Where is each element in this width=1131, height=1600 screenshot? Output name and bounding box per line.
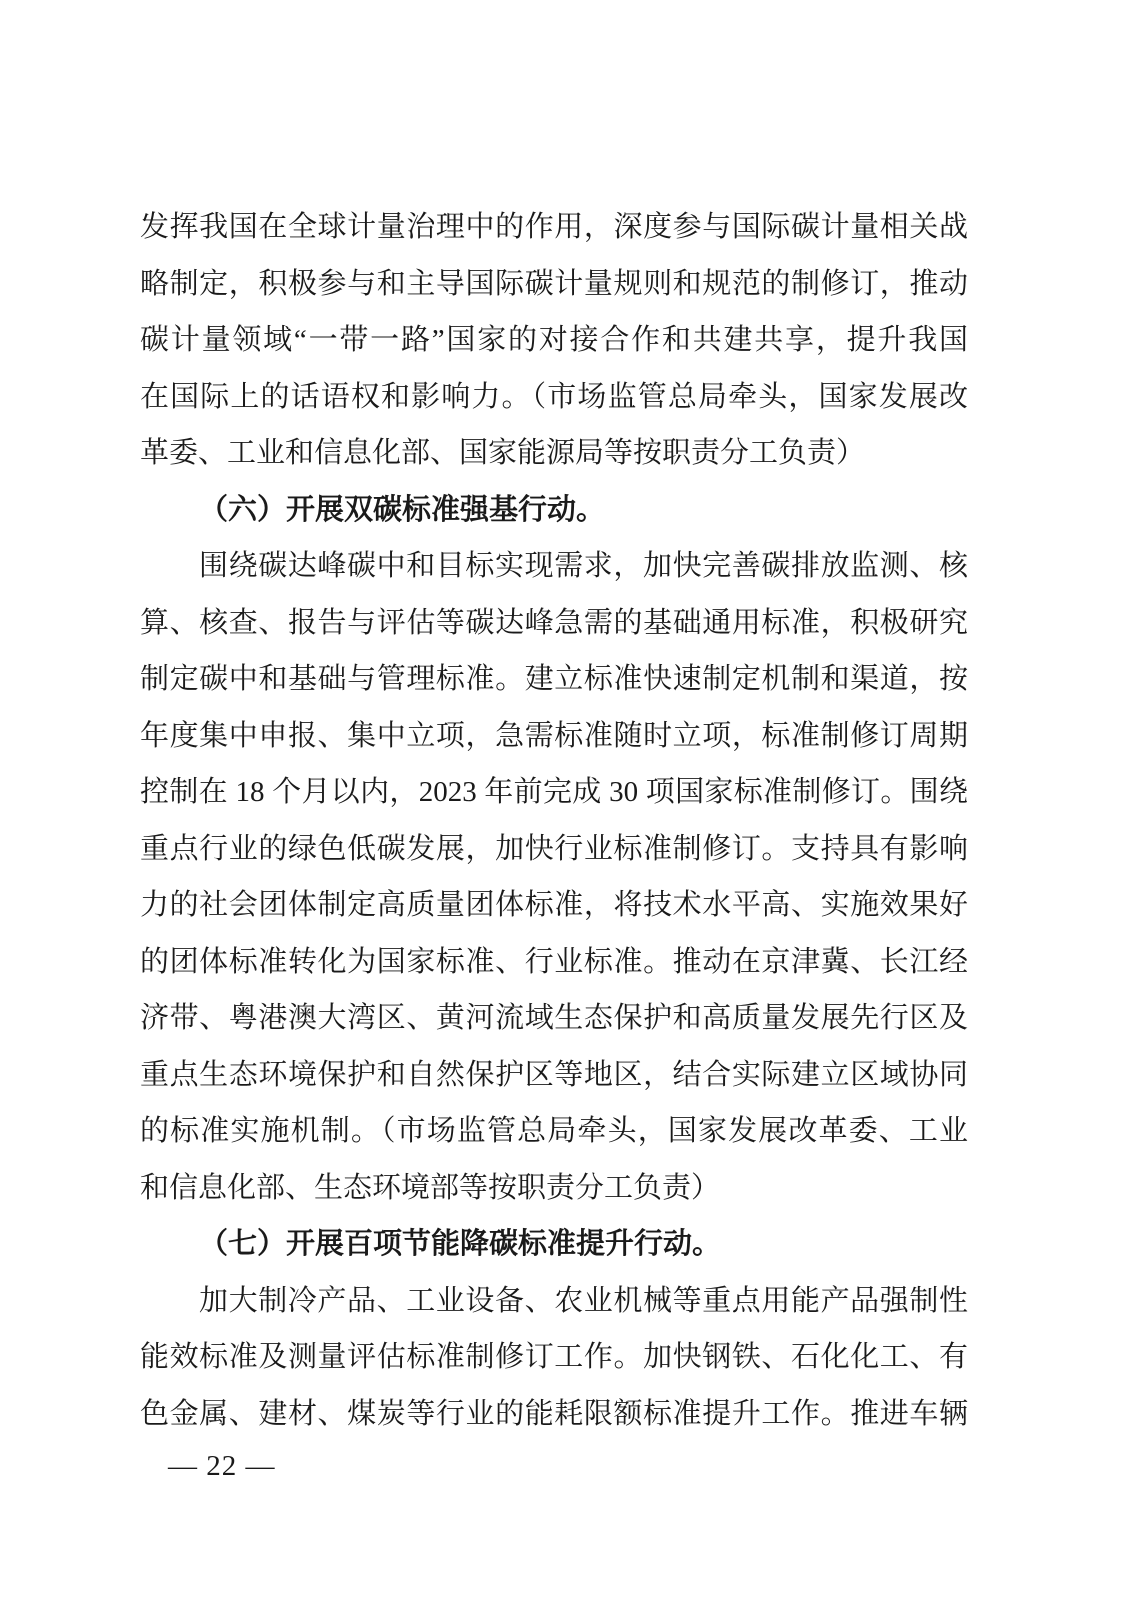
body-text-line: 发挥我国在全球计量治理中的作用，深度参与国际碳计量相关战: [140, 211, 968, 243]
body-text-line: 的团体标准转化为国家标准、行业标准。推动在京津冀、长江经: [140, 945, 968, 978]
body-text-line: 碳计量领域“一带一路”国家的对接合作和共建共享，提升我国: [140, 324, 968, 356]
body-text-line: 算、核查、报告与评估等碳达峰急需的基础通用标准，积极研究: [140, 606, 968, 639]
body-text-line: 控制在 18 个月以内，2023 年前完成 30 项国家标准制修订。围绕: [140, 776, 968, 808]
body-text-line: 力的社会团体制定高质量团体标准，将技术水平高、实施效果好: [140, 889, 968, 921]
document-body: [140, 199, 968, 1442]
body-text-line: 和信息化部、生态环境部等按职责分工负责）: [140, 1171, 721, 1204]
section-heading: （六）开展双碳标准强基行动。: [199, 493, 606, 526]
section-heading: （七）开展百项节能降碳标准提升行动。: [199, 1228, 722, 1260]
body-text-line: 济带、粤港澳大湾区、黄河流域生态保护和高质量发展先行区及: [140, 1002, 968, 1034]
body-text-line: 略制定，积极参与和主导国际碳计量规则和规范的制修订，推动: [140, 267, 968, 300]
page-number: — 22 —: [168, 1450, 276, 1482]
body-text-line: 在国际上的话语权和影响力。（市场监管总局牵头，国家发展改: [140, 380, 968, 413]
body-text-line: 能效标准及测量评估标准制修订工作。加快钢铁、石化化工、有: [140, 1341, 968, 1373]
body-text-line: 革委、工业和信息化部、国家能源局等按职责分工负责）: [140, 437, 866, 469]
body-text-line: 加大制冷产品、工业设备、农业机械等重点用能产品强制性: [199, 1284, 968, 1317]
body-text-line: 围绕碳达峰碳中和目标实现需求，加快完善碳排放监测、核: [199, 550, 968, 582]
body-text-line: 制定碳中和基础与管理标准。建立标准快速制定机制和渠道，按: [140, 663, 968, 695]
body-text-line: 重点行业的绿色低碳发展，加快行业标准制修订。支持具有影响: [140, 832, 968, 865]
body-text-line: 色金属、建材、煤炭等行业的能耗限额标准提升工作。推进车辆: [140, 1397, 968, 1430]
body-text-line: 重点生态环境保护和自然保护区等地区，结合实际建立区域协同: [140, 1058, 968, 1091]
body-text-line: 的标准实施机制。（市场监管总局牵头，国家发展改革委、工业: [140, 1115, 968, 1147]
body-text-line: 年度集中申报、集中立项，急需标准随时立项，标准制修订周期: [140, 719, 968, 752]
